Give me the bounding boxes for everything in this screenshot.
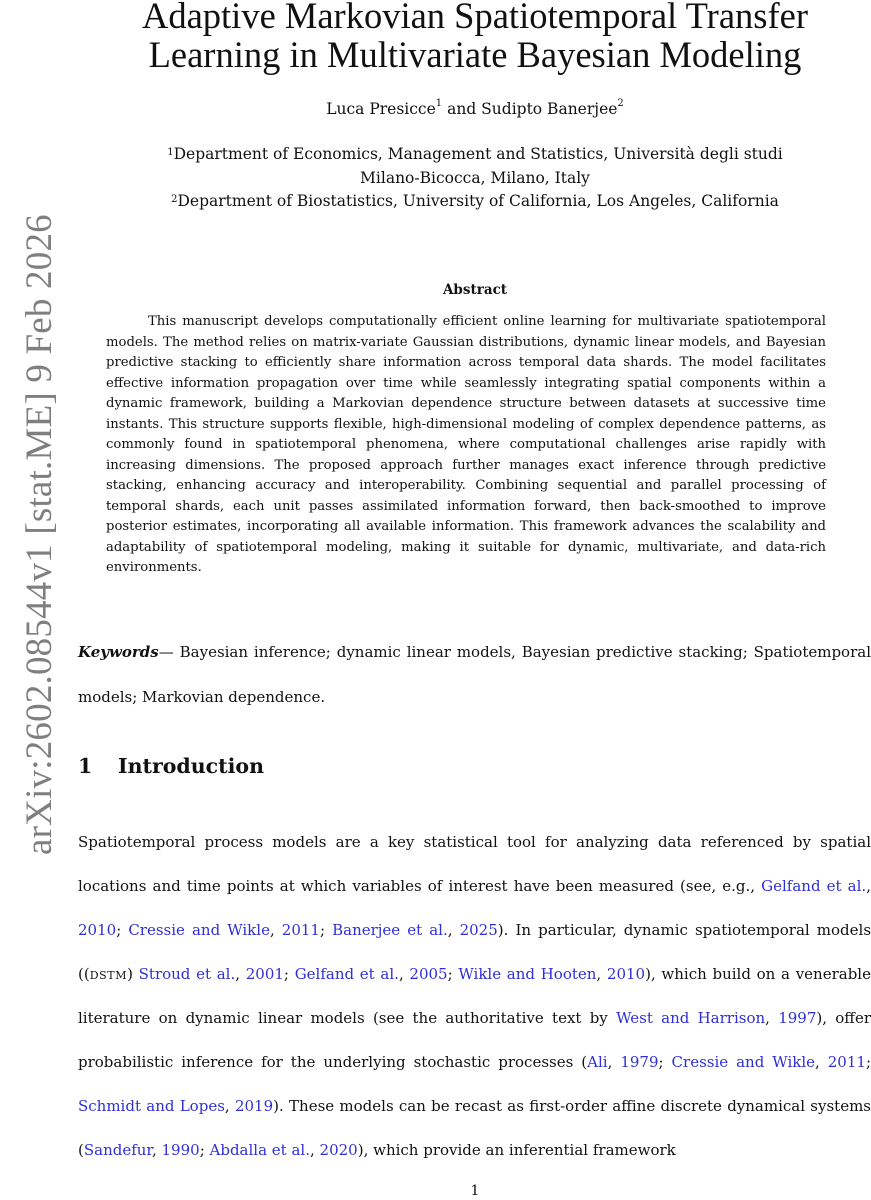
citation-link[interactable]: 2005: [409, 965, 448, 983]
citation-link[interactable]: 1990: [161, 1141, 200, 1159]
intro-text: ). These models can be recast as first-order affine discrete dynamical systems (: [78, 1097, 871, 1159]
citation-link[interactable]: 2011: [827, 1053, 866, 1071]
author-list: [60, 100, 871, 118]
citation-link[interactable]: Gelfand et al.: [761, 877, 867, 895]
intro-text: ,: [866, 877, 871, 895]
affiliation-mark: 2: [171, 194, 178, 205]
intro-text: ;: [447, 965, 459, 983]
intro-text: ,: [235, 965, 246, 983]
citation-link[interactable]: 2011: [281, 921, 320, 939]
intro-text: ,: [269, 921, 282, 939]
intro-text: ): [127, 965, 139, 983]
title-line-1: Adaptive Markovian Spatiotemporal Transfer: [141, 0, 808, 36]
page-number: 1: [470, 1183, 480, 1199]
intro-text: ;: [116, 921, 129, 939]
citation-link[interactable]: 2020: [319, 1141, 358, 1159]
affiliation-mark: 1: [167, 147, 174, 158]
intro-text: ,: [765, 1009, 779, 1027]
intro-text: ), offer probabilistic inference for the underlying stochastic processes (: [78, 1009, 871, 1071]
intro-text: ,: [309, 1141, 320, 1159]
citation-link[interactable]: Ali: [587, 1053, 608, 1071]
intro-text: ;: [199, 1141, 210, 1159]
abstract-heading: Abstract: [442, 282, 508, 298]
intro-text: ;: [865, 1053, 871, 1071]
intro-text: ,: [224, 1097, 235, 1115]
affiliation-mark: 1: [435, 98, 443, 109]
keywords-label: Keywords: [78, 643, 159, 661]
citation-link[interactable]: Abdalla et al.: [209, 1141, 310, 1159]
citation-link[interactable]: Sandefur: [83, 1141, 152, 1159]
citation-link[interactable]: 1997: [778, 1009, 817, 1027]
intro-text: ,: [607, 1053, 621, 1071]
citation-link[interactable]: 2025: [459, 921, 498, 939]
section-heading-introduction: [78, 754, 264, 778]
intro-text: ), which build on a venerable literature on dynamic linear models (see the authoritative text by: [78, 965, 871, 1027]
citation-link[interactable]: 2019: [234, 1097, 274, 1115]
paper-title: [60, 0, 871, 74]
intro-text: ,: [398, 965, 410, 983]
intro-text: ;: [283, 965, 295, 983]
author-conjunction: and: [442, 100, 482, 118]
affiliation-1: [60, 143, 871, 167]
affiliation-mark: 2: [617, 98, 624, 109]
citation-link[interactable]: West and Harrison: [616, 1009, 766, 1027]
citation-link[interactable]: Schmidt and Lopes: [78, 1097, 225, 1115]
section-number: 1: [78, 754, 93, 778]
keywords-text: Bayesian inference; dynamic linear models, Bayesian predictive stacking; Spatiotemporal models; Markovian dependence.: [78, 643, 871, 706]
affiliation-1-continued: Milano-Bicocca, Milano, Italy: [360, 168, 590, 187]
citation-link[interactable]: Stroud et al.: [138, 965, 236, 983]
intro-text: ,: [151, 1141, 162, 1159]
intro-text: ), which provide an inferential framework: [357, 1141, 676, 1159]
citation-link[interactable]: Gelfand et al.: [294, 965, 399, 983]
intro-text: ,: [447, 921, 460, 939]
affiliation-2: [60, 190, 871, 214]
citation-link[interactable]: 2001: [245, 965, 284, 983]
arxiv-identifier-stamp[interactable]: arXiv:2602.08544v1 [stat.ME] 9 Feb 2026: [19, 214, 60, 855]
author-name: Sudipto Banerjee: [481, 100, 618, 118]
citation-link[interactable]: Banerjee et al.: [332, 921, 448, 939]
affiliation-text: Department of Biostatistics, University of California, Los Angeles, California: [177, 192, 779, 210]
title-line-2: Learning in Multivariate Bayesian Modeling: [148, 34, 802, 75]
citation-link[interactable]: 1979: [620, 1053, 659, 1071]
intro-text: ;: [658, 1053, 672, 1071]
affiliations: [60, 143, 871, 214]
intro-text: ;: [319, 921, 333, 939]
citation-link[interactable]: Cressie and Wikle: [671, 1053, 815, 1071]
intro-text: ,: [815, 1053, 828, 1071]
abstract-body: This manuscript develops computationally efficient online learning for multivariate spatiotemporal models. The method relies on matrix-variate Gaussian distributions, dynamic linear models, and Bayesian predictive stacking to efficiently share information across temporal data shards. The model facilitates effective information propagation over time while seamlessly integrating spatial components within a dynamic framework, building a Markovian dependence structure between datasets at successive time instants. This structure supports flexible, high-dimensional modeling of complex dependence patterns, as commonly found in spatiotemporal phenomena, where computational challenges arise rapidly with increasing dimensions. The proposed approach further manages exact inference through predictive stacking, enhancing accuracy and interoperability. Combining sequential and parallel processing of temporal shards, each unit passes assimilated information forward, then back-smoothed to improve posterior estimates, incorporating all available information. This framework advances the scalability and adaptability of spatiotemporal modeling, making it suitable for dynamic, multivariate, and data-rich environments.: [106, 314, 826, 575]
citation-link[interactable]: Wikle and Hooten: [458, 965, 597, 983]
intro-text: Spatiotemporal process models are a key statistical tool for analyzing data referenced by spatial locations and time points at which variables of interest have been measured (see, e.g.,: [78, 833, 871, 895]
author-name: Luca Presicce: [326, 100, 436, 118]
acronym-dstm: dstm: [89, 965, 128, 983]
keywords-dash: —: [158, 643, 180, 661]
citation-link[interactable]: 2010: [78, 921, 117, 939]
keywords-paragraph: [78, 630, 871, 720]
introduction-paragraph: [78, 820, 871, 1172]
section-title: Introduction: [118, 754, 264, 778]
affiliation-text: Department of Economics, Management and Statistics, Università degli studi: [173, 145, 783, 163]
citation-link[interactable]: 2010: [606, 965, 646, 983]
intro-text: ,: [596, 965, 607, 983]
citation-link[interactable]: Cressie and Wikle: [128, 921, 270, 939]
intro-text: ). In particular, dynamic spatiotemporal models ((: [78, 921, 871, 983]
